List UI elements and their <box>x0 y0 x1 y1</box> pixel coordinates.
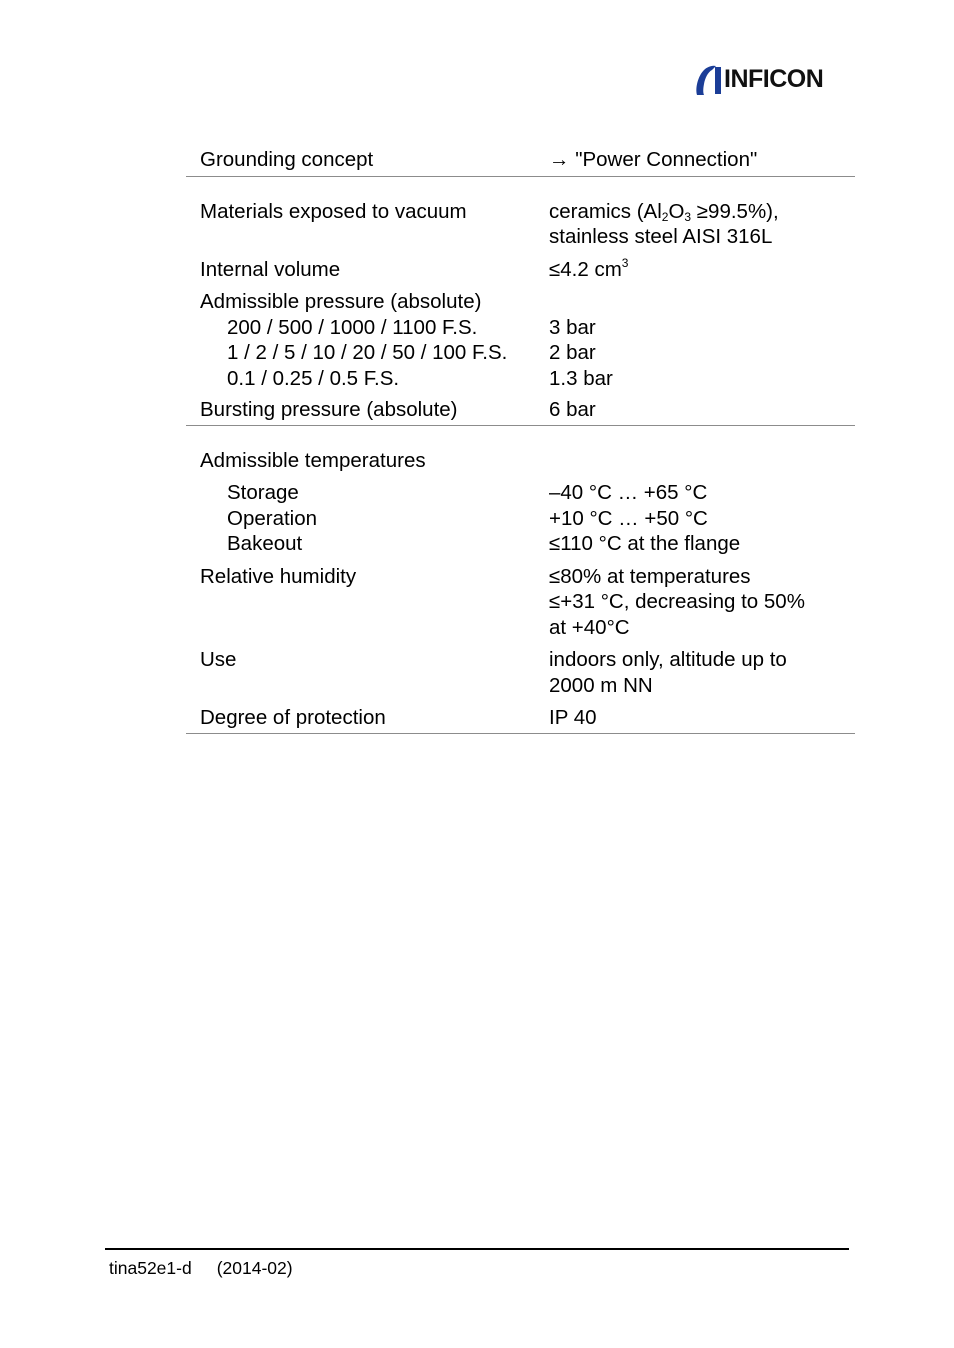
spec-row-use <box>186 647 855 698</box>
pressure-subrow <box>186 366 855 392</box>
temperature-name: Operation <box>227 506 318 530</box>
spec-label: Internal volume <box>200 257 341 281</box>
temperature-name: Storage <box>227 481 299 504</box>
pressure-range: 200 / 500 / 1000 / 1100 F.S. <box>227 315 478 339</box>
spec-label: Admissible temperatures <box>200 448 426 472</box>
footer-divider <box>105 1248 849 1250</box>
temperature-name: Bakeout <box>227 532 303 555</box>
document-date: (2014-02) <box>216 1258 293 1278</box>
pressure-value: 2 bar <box>549 341 596 364</box>
materials-pressure-block <box>186 177 855 426</box>
spec-value: 6 bar <box>549 398 596 421</box>
spec-value <box>549 199 855 250</box>
grounding-block <box>186 147 855 177</box>
spec-label: Admissible pressure (absolute) <box>200 290 482 313</box>
temperature-subrow <box>186 480 855 506</box>
spec-row-volume <box>186 257 855 283</box>
pressure-value: 1.3 bar <box>549 366 613 390</box>
temperature-subrow <box>186 531 855 557</box>
spec-row-grounding <box>186 147 855 173</box>
document-id: tina52e1-d <box>109 1258 192 1278</box>
pressure-subrow <box>186 340 855 366</box>
spec-value: IP 40 <box>549 706 597 729</box>
spec-row-materials <box>186 199 855 250</box>
spec-label: Materials exposed to vacuum <box>200 199 467 223</box>
page-footer <box>109 1257 293 1279</box>
spec-value: ≤80% at temperatures ≤+31 °C, decreasing to 50% at +40°C <box>549 564 805 639</box>
spec-row-temperatures <box>186 448 855 474</box>
spec-row-protection <box>186 705 855 733</box>
spec-label: Use <box>200 648 237 671</box>
temperature-value: ≤110 °C at the flange <box>549 532 741 555</box>
spec-label: Grounding concept <box>200 148 374 171</box>
spec-label: Relative humidity <box>200 564 357 588</box>
spec-row-bursting <box>186 397 855 425</box>
pressure-range: 0.1 / 0.25 / 0.5 F.S. <box>227 366 400 390</box>
temperature-value: –40 °C … +65 °C <box>549 481 708 504</box>
materials-line-1: ceramics $(Al_2O_3 \ge 99.5\%)$, <box>549 199 779 224</box>
specification-table <box>186 147 855 734</box>
temperature-subrow <box>186 506 855 532</box>
inficon-logo <box>694 64 846 96</box>
temperature-value: +10 °C … +50 °C <box>549 506 708 530</box>
spec-label: Bursting pressure (absolute) <box>200 398 458 421</box>
spec-value: → "Power Connection" <box>549 148 758 171</box>
spec-row-pressure <box>186 289 855 315</box>
pressure-range: 1 / 2 / 5 / 10 / 20 / 50 / 100 F.S. <box>227 341 508 364</box>
brand-name: INFICON <box>724 65 824 93</box>
inficon-mark-icon <box>694 64 724 96</box>
spec-row-humidity <box>186 564 855 641</box>
pressure-subrow <box>186 315 855 341</box>
pressure-value: 3 bar <box>549 315 596 339</box>
environment-block <box>186 426 855 734</box>
spec-value: ≤4.2 $cm^3$ <box>549 255 629 281</box>
spec-label: Degree of protection <box>200 706 386 729</box>
materials-line-2: stainless steel AISI 316L <box>549 225 773 248</box>
spec-value: indoors only, altitude up to 2000 m NN <box>549 648 787 697</box>
